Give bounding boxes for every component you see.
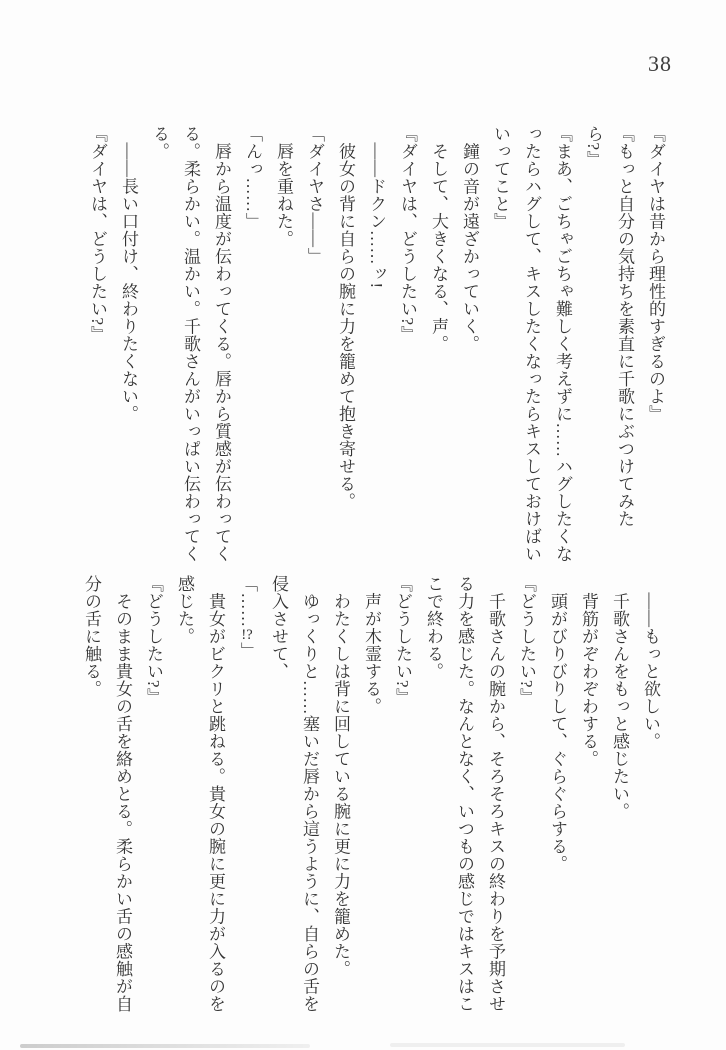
- text-column: る。柔らかい。温かい。千歌さんがいっぱい伝わってく: [181, 125, 200, 563]
- text-column: 声が木霊する。: [362, 575, 381, 715]
- text-column: 『どうしたい?』: [144, 575, 163, 706]
- text-column: 分の舌に触る。: [82, 575, 101, 698]
- text-column: 鐘の音が遠ざかっていく。: [460, 125, 479, 353]
- text-column: ――長い口付け、終わりたくない。: [119, 125, 138, 423]
- text-column: 『もっと自分の気持ちを素直に千歌にぶつけてみた: [615, 125, 634, 528]
- text-column: 背筋がぞわぞわする。: [579, 575, 598, 768]
- text-column: る。: [150, 125, 169, 160]
- text-column: ったらハグして、キスしたくなったらキスしておけばい: [522, 125, 541, 563]
- text-column: 唇を重ねた。: [274, 125, 293, 248]
- text-column: ――ドクン……ッ!: [367, 125, 386, 289]
- tatechuyoko: !?: [241, 627, 253, 642]
- text-column: 「んっ……」: [243, 125, 262, 230]
- text-column: 「ダイヤさ――」: [305, 125, 324, 265]
- scan-edge-artifact: [20, 1044, 310, 1048]
- text-column: 『どうしたい?』: [393, 575, 412, 706]
- text-column: 唇から温度が伝わってくる。唇から質感が伝わってく: [212, 125, 231, 563]
- text-column: 『まあ、ごちゃごちゃ難しく考えずに……ハグしたくな: [553, 125, 572, 563]
- text-column: ら?』: [584, 125, 603, 169]
- text-column: 千歌さんの腕から、そろそろキスの終わりを予期させ: [486, 575, 505, 1013]
- text-column: 『ダイヤは、どうしたい?』: [398, 125, 417, 344]
- text-column: そして、大きくなる、声。: [429, 125, 448, 353]
- text-column: ゆっくりと……塞いだ唇から這うように、自らの舌を: [300, 575, 319, 1013]
- text-column: そのまま貴女の舌を絡めとる。柔らかい舌の感触が自: [113, 575, 132, 1013]
- lower-text-block: [76, 575, 666, 1030]
- text-column: 感じた。: [175, 575, 194, 645]
- text-column: る力を感じた。なんとなく、いつもの感じではキスはこ: [455, 575, 474, 1013]
- text-column: わたくしは背に回している腕に更に力を籠めた。: [331, 575, 350, 978]
- text-column: 『ダイヤは、どうしたい?』: [88, 125, 107, 344]
- text-column: 千歌さんをもっと感じたい。: [610, 575, 629, 820]
- text-column: 彼女の背に自らの腕に力を籠めて抱き寄せる。: [336, 125, 355, 510]
- text-column: 『どうしたい?』: [517, 575, 536, 706]
- upper-text-block: [82, 125, 671, 580]
- text-column: ――もっと欲しい。: [641, 575, 660, 750]
- page-number: 38: [648, 51, 672, 76]
- text-column: 貴女がビクリと跳ねる。貴女の腕に更に力が入るのを: [206, 575, 225, 1013]
- scan-edge-artifact: [390, 1043, 625, 1047]
- text-column: 「……!?」: [238, 575, 257, 660]
- text-column: 『ダイヤは昔から理性的すぎるのよ』: [646, 125, 665, 423]
- text-column: 頭がびりびりして、ぐらぐらする。: [548, 575, 567, 873]
- text-column: 侵入させて、: [269, 575, 288, 680]
- text-column: いってこと』: [491, 125, 510, 230]
- text-column: こで終わる。: [424, 575, 443, 680]
